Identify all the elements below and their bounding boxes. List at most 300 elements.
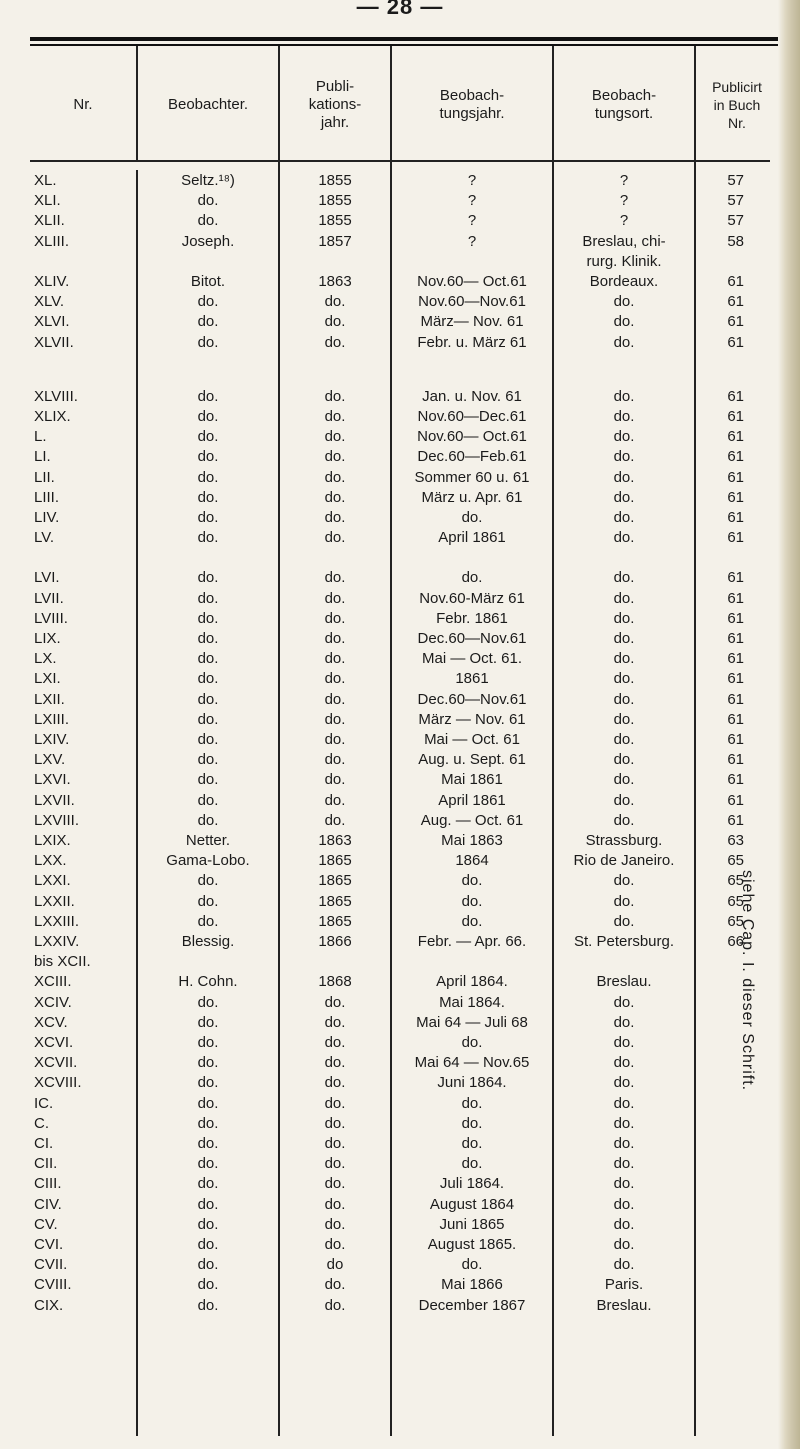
cell-observation-place: do.	[613, 650, 635, 668]
cell-observation-year: Dec.60—Nov.61	[417, 690, 527, 708]
cell-nr: XCVI.	[34, 1034, 74, 1051]
side-note: siehe Cap. I. dieser Schrift.	[739, 870, 756, 1092]
cell-observer: do.	[197, 1296, 219, 1314]
cell-published: 61	[727, 630, 744, 647]
cell-published: 61	[727, 509, 744, 526]
cell-publication-year: 1865	[318, 852, 352, 870]
cell-observation-place: do.	[613, 488, 635, 506]
cell-observation-year: Nov.60— Oct.61	[417, 273, 527, 290]
cell-publication-year: do.	[324, 509, 346, 526]
cell-published: 65	[727, 852, 744, 870]
cell-observation-place: do.	[613, 387, 635, 405]
cell-observation-year: Mai 1861	[441, 771, 503, 789]
cell-publication-year: do.	[324, 1195, 346, 1213]
cell-nr: LXIII.	[34, 710, 70, 728]
cell-observation-year: Febr. u. März 61	[417, 333, 527, 351]
cell-publication-year: do.	[324, 589, 346, 607]
cell-publication-year: do.	[324, 569, 346, 587]
cell-observation-place: Breslau, chi-	[582, 232, 666, 250]
cell-observer: do.	[197, 1276, 219, 1294]
cell-publication-year: do.	[324, 1236, 346, 1253]
cell-published: 61	[727, 569, 744, 587]
cell-observation-year: do.	[461, 509, 483, 526]
cell-publication-year: do	[326, 1256, 344, 1274]
cell-observer: do.	[197, 811, 219, 829]
cell-published: 61	[727, 333, 744, 351]
cell-observer: do.	[197, 488, 219, 506]
cell-observer: do.	[197, 912, 219, 930]
cell-nr: XL.	[34, 172, 57, 189]
cell-publication-year: do.	[324, 811, 346, 829]
cell-publication-year: do.	[324, 387, 346, 405]
cell-observation-year: Mai — Oct. 61.	[421, 650, 523, 668]
cell-observation-place: do.	[613, 710, 635, 728]
cell-observer: do.	[197, 448, 219, 466]
cell-published: 61	[727, 408, 744, 425]
cell-nr: LVI.	[34, 569, 60, 587]
cell-observation-year: do.	[461, 912, 483, 930]
cell-observer: do.	[197, 1054, 219, 1072]
cell-observation-place: rurg. Klinik.	[586, 252, 662, 270]
cell-observer: do.	[197, 1034, 219, 1051]
cell-observer: do.	[197, 1135, 219, 1152]
cell-published: 61	[727, 690, 744, 708]
cell-publication-year: do.	[324, 1094, 346, 1112]
cell-nr: LXV.	[34, 751, 66, 769]
cell-observer: do.	[197, 791, 219, 809]
cell-observer: do.	[197, 1013, 219, 1031]
cell-nr: LVII.	[34, 589, 64, 607]
cell-nr: XLII.	[34, 212, 65, 230]
cell-observer: do.	[197, 710, 219, 728]
cell-nr: LXXIV.	[34, 933, 80, 950]
cell-publication-year: do.	[324, 993, 346, 1011]
cell-published: 61	[727, 488, 744, 506]
cell-observer: do.	[197, 670, 219, 688]
cell-observation-place: do.	[613, 509, 635, 526]
cell-observation-place: do.	[613, 771, 635, 789]
cell-publication-year: do.	[324, 731, 346, 748]
cell-publication-year: 1855	[318, 192, 352, 210]
cell-observation-year: do.	[461, 872, 483, 890]
cell-observer: do.	[197, 993, 219, 1011]
cell-observer: do.	[197, 1215, 219, 1233]
cell-publication-year: do.	[324, 751, 346, 769]
cell-observer: do.	[197, 333, 219, 351]
cell-nr: LI.	[34, 448, 51, 466]
cell-observer: do.	[197, 872, 219, 890]
cell-observation-year: ?	[467, 212, 477, 230]
cell-observer: do.	[197, 690, 219, 708]
cell-published: 57	[727, 212, 744, 230]
cell-publication-year: 1868	[318, 973, 352, 991]
cell-observer: do.	[197, 1195, 219, 1213]
cell-observation-place: do.	[613, 333, 635, 351]
cell-observation-place: ?	[619, 212, 629, 230]
cell-observation-place: do.	[613, 811, 635, 829]
header-nr: Nr.	[73, 96, 93, 113]
cell-observation-year: Nov.60-März 61	[419, 589, 525, 607]
cell-observation-place: do.	[613, 993, 635, 1011]
cell-published: 61	[727, 731, 744, 748]
cell-publication-year: 1866	[318, 933, 352, 950]
cell-observer: do.	[197, 569, 219, 587]
cell-nr: IC.	[34, 1094, 54, 1112]
cell-observation-year: do.	[461, 1034, 483, 1051]
cell-publication-year: do.	[324, 448, 346, 466]
cell-publication-year: do.	[324, 630, 346, 647]
cell-publication-year: do.	[324, 1034, 346, 1051]
cell-published: 58	[727, 232, 744, 250]
cell-nr: XLV.	[34, 293, 65, 311]
cell-publication-year: do.	[324, 468, 346, 486]
page-number: — 28 —	[356, 0, 444, 19]
cell-nr: L.	[34, 428, 47, 446]
cell-observation-year: Nov.60—Dec.61	[417, 408, 527, 425]
cell-nr: C.	[34, 1114, 49, 1132]
cell-published: 61	[727, 448, 744, 466]
cell-published: 65	[727, 872, 744, 890]
header-publication-year: Publi- kations- jahr.	[308, 78, 362, 131]
cell-nr: CIV.	[34, 1195, 62, 1213]
cell-observation-place: do.	[613, 731, 635, 748]
cell-observer: do.	[197, 1256, 219, 1274]
cell-nr: XCVII.	[34, 1054, 78, 1072]
cell-published: 65	[727, 912, 744, 930]
cell-observation-year: Sommer 60 u. 61	[414, 468, 530, 486]
cell-observation-year: do.	[461, 1155, 483, 1173]
cell-published: 61	[727, 710, 744, 728]
cell-observer: do.	[197, 293, 219, 311]
cell-observation-place: do.	[613, 569, 635, 587]
cell-published: 61	[727, 751, 744, 769]
cell-observer: do.	[197, 650, 219, 668]
cell-observer: do.	[197, 468, 219, 486]
cell-observer: do.	[197, 771, 219, 789]
cell-observation-year: Jan. u. Nov. 61	[422, 387, 522, 405]
cell-observation-place: St. Petersburg.	[573, 933, 675, 950]
cell-nr: XLVIII.	[34, 387, 78, 405]
cell-observation-year: Mai — Oct. 61	[424, 731, 520, 748]
cell-publication-year: do.	[324, 609, 346, 627]
cell-observation-place: do.	[613, 791, 635, 809]
cell-nr: LXXI.	[34, 872, 71, 890]
cell-observation-place: do.	[613, 1013, 635, 1031]
cell-observation-place: Breslau.	[596, 973, 652, 991]
cell-publication-year: 1857	[318, 232, 352, 250]
cell-observer: Seltz.¹⁸)	[181, 172, 235, 189]
cell-nr: LIII.	[34, 488, 60, 506]
cell-observation-place: do.	[613, 609, 635, 627]
cell-observer: Gama-Lobo.	[166, 852, 250, 870]
cell-observation-place: do.	[613, 630, 635, 647]
cell-publication-year: do.	[324, 428, 346, 446]
header-observation-year: Beobach- tungsjahr.	[439, 87, 505, 122]
cell-published: 61	[727, 811, 744, 829]
cell-observation-year: März — Nov. 61	[418, 710, 526, 728]
cell-publication-year: do.	[324, 791, 346, 809]
cell-observation-year: Dec.60—Nov.61	[417, 630, 527, 647]
cell-nr: LV.	[34, 529, 55, 547]
cell-observation-year: 1861	[455, 670, 489, 688]
cell-publication-year: do.	[324, 1074, 346, 1092]
header-observation-place: Beobach- tungsort.	[591, 87, 657, 122]
cell-observation-place: ?	[619, 172, 629, 189]
cell-publication-year: 1855	[318, 212, 352, 230]
cell-observer: do.	[197, 1114, 219, 1132]
cell-observation-place: do.	[613, 1094, 635, 1112]
cell-observation-place: do.	[613, 408, 635, 425]
cell-published: 61	[727, 387, 744, 405]
cell-observation-year: Aug. — Oct. 61	[420, 811, 524, 829]
cell-nr: LXVI.	[34, 771, 71, 789]
cell-nr: CVIII.	[34, 1276, 72, 1294]
cell-nr: XCIV.	[34, 993, 72, 1011]
cell-publication-year: do.	[324, 1276, 346, 1294]
cell-published: 61	[727, 650, 744, 668]
cell-observation-year: ?	[467, 232, 477, 250]
cell-observation-place: do.	[613, 1155, 635, 1173]
cell-publication-year: 1863	[318, 273, 352, 290]
cell-publication-year: 1865	[318, 892, 352, 910]
cell-observation-place: do.	[613, 448, 635, 466]
cell-published: 63	[727, 832, 744, 849]
cell-observation-place: do.	[613, 1114, 635, 1132]
cell-observation-year: do.	[461, 1114, 483, 1132]
cell-published: 61	[727, 589, 744, 607]
cell-publication-year: do.	[324, 1013, 346, 1031]
cell-published: 61	[727, 468, 744, 486]
cell-observer: Joseph.	[181, 232, 235, 250]
cell-observation-place: do.	[613, 1074, 635, 1092]
cell-observation-year: Dec.60—Feb.61	[417, 448, 527, 466]
cell-observation-year: do.	[461, 569, 483, 587]
cell-published: 61	[727, 609, 744, 627]
cell-nr: LXVII.	[34, 791, 75, 809]
cell-observation-year: April 1861	[438, 791, 506, 809]
cell-observer: do.	[197, 1155, 219, 1173]
cell-nr: XLVII.	[34, 333, 74, 351]
cell-observer: do.	[197, 609, 219, 627]
cell-observation-place: do.	[613, 872, 635, 890]
cell-nr: CVI.	[34, 1236, 64, 1253]
cell-observation-place: do.	[613, 690, 635, 708]
cell-observation-year: Nov.60— Oct.61	[417, 428, 527, 446]
cell-observer: do.	[197, 313, 219, 331]
cell-observation-year: März u. Apr. 61	[421, 488, 523, 506]
cell-nr: CI.	[34, 1135, 54, 1152]
cell-nr: XLVI.	[34, 313, 70, 331]
cell-published: 66	[727, 933, 744, 950]
cell-nr: LXIX.	[34, 832, 71, 849]
cell-nr: CIX.	[34, 1296, 64, 1314]
cell-observer: do.	[197, 892, 219, 910]
cell-publication-year: do.	[324, 1135, 346, 1152]
cell-published: 65	[727, 892, 744, 910]
cell-observation-place: Paris.	[604, 1276, 644, 1294]
cell-publication-year: 1865	[318, 912, 352, 930]
header-published-in-book: Publicirt in Buch Nr.	[712, 79, 762, 131]
cell-observation-place: Strassburg.	[585, 832, 663, 849]
cell-publication-year: 1855	[318, 172, 352, 189]
cell-observation-year: do.	[461, 1094, 483, 1112]
cell-published: 61	[727, 670, 744, 688]
cell-observation-place: do.	[613, 1034, 635, 1051]
cell-observation-place: do.	[613, 912, 635, 930]
cell-observation-year: ?	[467, 172, 477, 189]
cell-observation-year: August 1864	[429, 1195, 515, 1213]
cell-observer: do.	[197, 529, 219, 547]
cell-publication-year: do.	[324, 1155, 346, 1173]
cell-observation-year: Nov.60—Nov.61	[418, 293, 526, 311]
cell-nr: LX.	[34, 650, 57, 668]
cell-observation-place: do.	[613, 529, 635, 547]
cell-nr: LXI.	[34, 670, 61, 688]
cell-publication-year: do.	[324, 670, 346, 688]
cell-observation-year: Mai 1863	[441, 832, 503, 849]
cell-observer: do.	[197, 408, 219, 425]
cell-nr: XLI.	[34, 192, 61, 210]
cell-nr: bis XCII.	[34, 953, 91, 971]
cell-observer: do.	[197, 192, 219, 210]
cell-observer: Blessig.	[181, 933, 235, 950]
cell-observation-place: do.	[613, 1054, 635, 1072]
cell-observer: do.	[197, 1094, 219, 1112]
cell-publication-year: do.	[324, 1215, 346, 1233]
cell-observation-place: Bordeaux.	[589, 273, 659, 290]
cell-observation-year: December 1867	[418, 1296, 526, 1314]
cell-observation-place: do.	[613, 428, 635, 446]
cell-observation-place: do.	[613, 589, 635, 607]
cell-observation-year: August 1865.	[427, 1236, 517, 1253]
cell-nr: LXXIII.	[34, 912, 80, 930]
cell-published: 61	[727, 313, 744, 331]
cell-observation-place: Breslau.	[596, 1296, 652, 1314]
cell-observation-place: do.	[613, 1236, 635, 1253]
cell-observer: Bitot.	[190, 273, 226, 290]
cell-observation-year: Juli 1864.	[439, 1175, 505, 1193]
cell-observation-place: do.	[613, 1195, 635, 1213]
cell-publication-year: do.	[324, 1175, 346, 1193]
cell-nr: CV.	[34, 1215, 58, 1233]
cell-published: 57	[727, 172, 744, 189]
cell-observation-year: Febr. — Apr. 66.	[417, 933, 527, 950]
cell-observation-year: Mai 1866	[441, 1276, 503, 1294]
cell-publication-year: 1865	[318, 872, 352, 890]
cell-nr: CVII.	[34, 1256, 68, 1274]
cell-observer: do.	[197, 1074, 219, 1092]
cell-observation-year: ?	[467, 192, 477, 210]
cell-nr: LII.	[34, 468, 55, 486]
cell-nr: LIX.	[34, 630, 61, 647]
cell-observer: do.	[197, 731, 219, 748]
cell-observation-place: do.	[613, 293, 635, 311]
cell-nr: LVIII.	[34, 609, 68, 627]
cell-published: 57	[727, 192, 744, 210]
cell-observation-year: do.	[461, 1135, 483, 1152]
cell-observation-place: do.	[613, 1215, 635, 1233]
cell-observation-place: do.	[613, 313, 635, 331]
cell-observation-place: Rio de Janeiro.	[573, 852, 675, 870]
cell-publication-year: do.	[324, 690, 346, 708]
cell-observation-place: do.	[613, 1256, 635, 1274]
cell-observation-place: do.	[613, 670, 635, 688]
cell-publication-year: do.	[324, 488, 346, 506]
cell-publication-year: do.	[324, 529, 346, 547]
cell-published: 61	[727, 771, 744, 789]
cell-publication-year: do.	[324, 710, 346, 728]
cell-nr: CIII.	[34, 1175, 62, 1193]
cell-observation-place: do.	[613, 892, 635, 910]
cell-published: 61	[727, 529, 744, 547]
cell-observer: do.	[197, 630, 219, 647]
cell-published: 61	[727, 293, 744, 311]
cell-observation-year: Aug. u. Sept. 61	[418, 751, 526, 769]
cell-observer: Netter.	[185, 832, 231, 849]
cell-observer: do.	[197, 387, 219, 405]
cell-nr: XLIII.	[34, 232, 70, 250]
cell-observer: do.	[197, 589, 219, 607]
cell-observation-place: do.	[613, 1135, 635, 1152]
cell-nr: XCIII.	[34, 973, 72, 991]
cell-observation-year: Juni 1865	[439, 1215, 505, 1233]
top-rule-thin	[30, 44, 790, 46]
page-edge	[778, 0, 800, 1449]
cell-observer: do.	[197, 212, 219, 230]
cell-observer: H. Cohn.	[178, 973, 238, 991]
cell-observer: do.	[197, 428, 219, 446]
cell-observation-year: 1864	[455, 852, 489, 870]
cell-nr: LXXII.	[34, 892, 75, 910]
cell-published: 61	[727, 428, 744, 446]
cell-publication-year: do.	[324, 771, 346, 789]
cell-observation-place: do.	[613, 751, 635, 769]
cell-nr: LXVIII.	[34, 811, 80, 829]
cell-observation-year: Mai 1864.	[439, 993, 505, 1011]
cell-observation-place: do.	[613, 468, 635, 486]
cell-observation-year: April 1861	[438, 529, 506, 547]
cell-publication-year: do.	[324, 1054, 346, 1072]
cell-observer: do.	[197, 751, 219, 769]
cell-publication-year: do.	[324, 1296, 346, 1314]
cell-observer: do.	[197, 509, 219, 526]
cell-observation-place: ?	[619, 192, 629, 210]
cell-observation-year: Mai 64 — Juli 68	[416, 1013, 528, 1031]
cell-publication-year: do.	[324, 408, 346, 425]
cell-nr: LXX.	[34, 852, 67, 870]
cell-publication-year: do.	[324, 313, 346, 331]
cell-nr: XLIV.	[34, 273, 70, 290]
cell-nr: LIV.	[34, 509, 60, 526]
cell-publication-year: do.	[324, 293, 346, 311]
cell-published: 61	[727, 791, 744, 809]
top-rule-thick	[30, 37, 790, 41]
cell-observation-year: do.	[461, 892, 483, 910]
cell-observation-year: April 1864.	[436, 973, 508, 991]
cell-observation-year: Febr. 1861	[436, 609, 508, 627]
cell-publication-year: do.	[324, 650, 346, 668]
cell-nr: XLIX.	[34, 408, 71, 425]
cell-nr: XCVIII.	[34, 1074, 82, 1092]
cell-observer: do.	[197, 1175, 219, 1193]
cell-nr: LXII.	[34, 690, 65, 708]
cell-publication-year: do.	[324, 333, 346, 351]
cell-observation-year: Mai 64 — Nov.65	[414, 1054, 530, 1072]
cell-observation-year: März— Nov. 61	[420, 313, 524, 331]
cell-observation-year: do.	[461, 1256, 483, 1274]
cell-published: 61	[727, 273, 744, 290]
cell-nr: CII.	[34, 1155, 58, 1173]
